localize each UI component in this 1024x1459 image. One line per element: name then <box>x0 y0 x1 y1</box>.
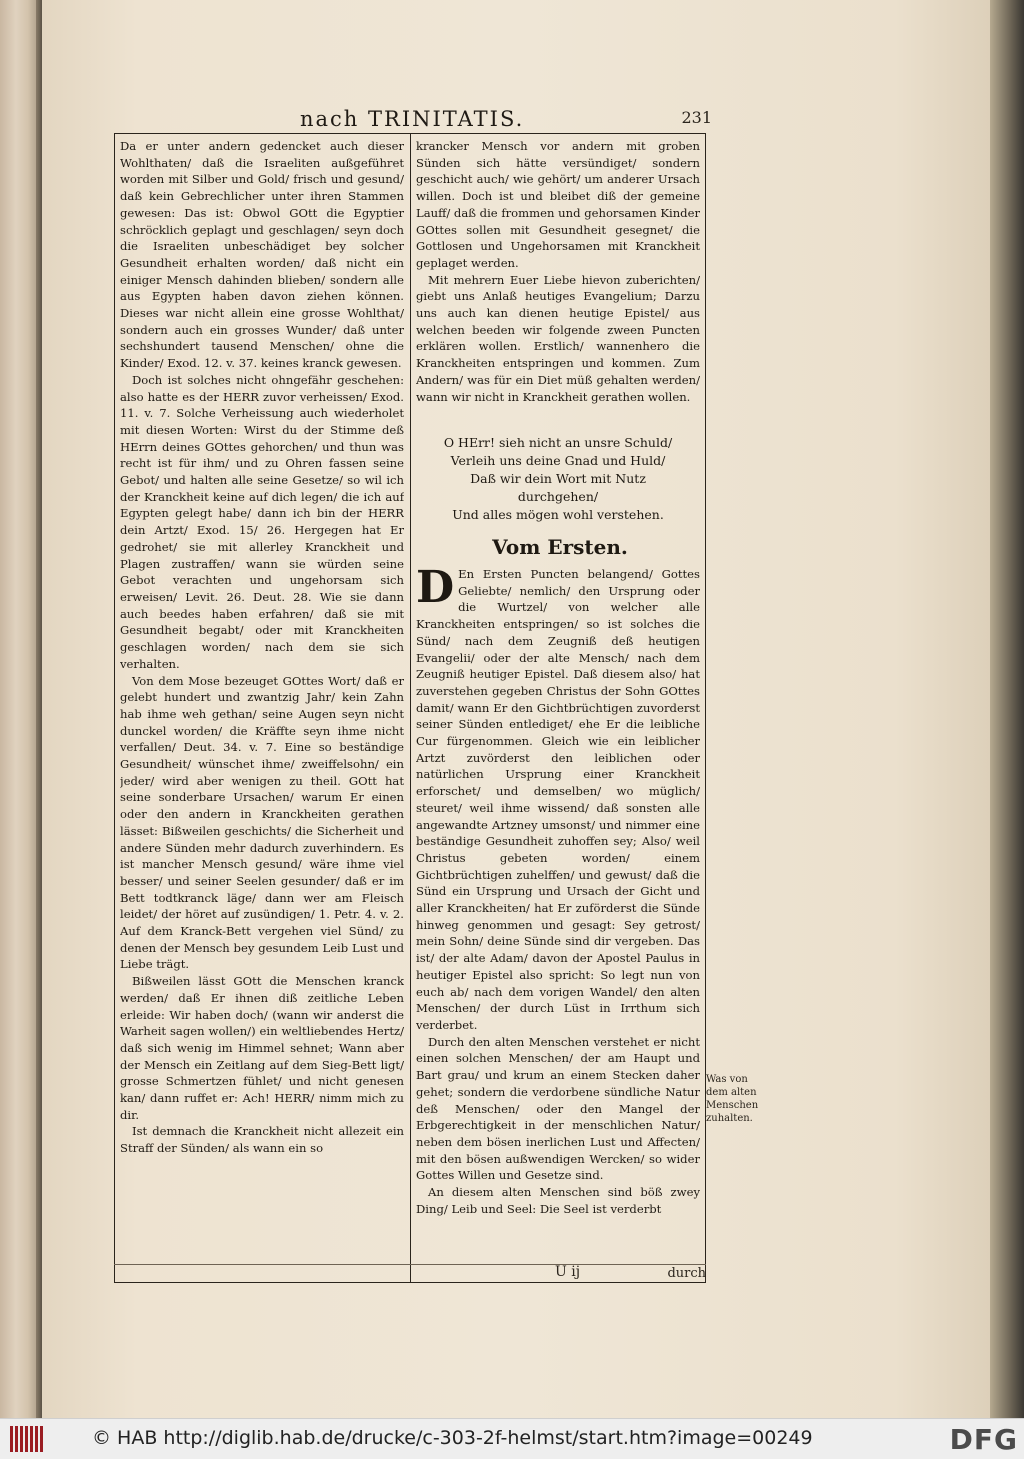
verse-line: Daß wir dein Wort mit Nutz <box>470 471 646 486</box>
section-heading: Vom Ersten. <box>492 535 628 559</box>
paragraph: Doch ist solches nicht ohngefähr geschehen: also hatte es der HERR zuvor verheissen/ Exod. 11. v. 7. Solche Verheissung auch wiederholet mit diesen Worten: Wirst du der Stimme deß HErrn deines GOttes gehorchen/ und thun was recht ist für ihm/ und zu Ohren fassen seine Gebot/ und halten alle seine Gesetze/ so wil ich der Kranckheit keine auf dich legen/ die ich auf Egypten gelegt habe/ dann ich bin der HERR dein Artzt/ Exod. 15/ 26. Hergegen hat Er gedrohet/ sie mit allerley Kranckheit und Plagen zustraffen/ wann sie würden seine Gebot verachten und ungehorsam sich erweisen/ Levit. 26. Deut. 28. Wie sie dann auch beedes haben erfahren/ daß sie mit Gesundheit begabt/ oder mit Kranckheiten geschlagen worden/ nach dem sie sich verhalten. <box>120 372 404 671</box>
paragraph: Mit mehrern Euer Liebe hievon zuberichten/ giebt uns Anlaß heutiges Evangelium; Darzu uns auch kan dienen heutige Epistel/ aus welchen beeden wir folgende zween Puncten erklären wollen. Erstlich/ wannenhero die Kranckheiten entspringen und kommen. Zum Andern/ was für ein Diet müß gehalten werden/ wann wir nicht in Kranckheit gerathen wollen. <box>416 272 700 404</box>
viewer-footer <box>0 1418 1024 1459</box>
paragraph <box>416 566 700 1034</box>
catchword: durch <box>667 1266 706 1281</box>
source-link[interactable]: © HAB http://diglib.hab.de/drucke/c-303-2f-helmst/start.htm?image=00249 <box>92 1427 813 1449</box>
margin-note: Was von dem alten Menschen zuhalten. <box>706 1074 759 1124</box>
verse-line: durchgehen/ <box>517 489 599 504</box>
dfg-logo: DFG <box>949 1423 1018 1456</box>
paragraph: Da er unter andern gedencket auch dieser Wohlthaten/ daß die Israeliten außgeführet worden mit Silber und Gold/ frisch und gesund/ daß kein Gebrechlicher unter ihren Stammen gewesen: Das ist: Obwol GOtt die Egyptier schröcklich geplagt und geschlagen/ seyn doch die Israeliten unbeschädiget bey solcher Gesundheit erhalten worden/ daß nicht ein einiger Mensch dahinden blieben/ sondern alle aus Egypten haben davon ziehen können. Dieses war nicht allein eine grosse Wohlthat/ sondern auch ein grosses Wunder/ daß unter sechshundert tausend Menschen/ ohne die Kinder/ Exod. 12. v. 37. keines kranck gewesen. <box>120 139 404 371</box>
column-divider <box>410 133 411 1283</box>
page-number: 231 <box>681 108 712 127</box>
right-column-bottom <box>416 566 700 1266</box>
drop-cap: D <box>416 566 455 613</box>
paragraph: Ist demnach die Kranckheit nicht allezeit ein Straff der Sünden/ als wann ein so <box>120 1124 404 1156</box>
paragraph: Von dem Mose bezeuget GOttes Wort/ daß er gelebt hundert und zwantzig Jahr/ kein Zahn hab ihme weh gethan/ seine Augen seyn nicht dunckel worden/ die Kräffte seyn ihme nicht verfallen/ Deut. 34. v. 7. Eine so beständige Gesundheit/ wünschet ihme/ zweiffelsohn/ ein jeder/ wird aber wenigen zu theil. GOtt hat seine sonderbare Ursachen/ warum Er einen oder den andern in Kranckheiten gerathen lässet: Bißweilen geschichts/ die Sicherheit und andere Sünden mehr dadurch zuverhindern. Es ist mancher Mensch gesund/ wäre ihme viel besser/ und seiner Seelen gesunder/ daß er im Bett todtkranck läge/ dann wer am Fleisch leidet/ der höret auf zusündigen/ 1. Petr. 4. v. 2. Auf dem Kranck-Bett vergehen viel Sünd/ zu denen der Mensch bey gesundem Leib Lust und Liebe trägt. <box>120 673 404 972</box>
paragraph: Bißweilen lässt GOtt die Menschen kranck werden/ daß Er ihnen diß zeitliche Leben erleide: Wir haben doch/ (wann wir anderst die Warheit sagen wollen/) ein weltliebendes Hertz/ daß sich wenig im Himmel sehnet; Wann aber der Mensch ein Zeitlang auf dem Sieg-Bett ligt/ grosse Schmertzen fühlet/ und nicht genesen kan/ dann ruffet er: Ach! HERR/ nimm mich zu dir. <box>120 974 404 1122</box>
signature-mark: U ij <box>555 1264 581 1280</box>
verse-line: O HErr! sieh nicht an unsre Schuld/ <box>443 435 673 450</box>
page-outer-edge <box>990 0 1024 1418</box>
left-column <box>120 138 404 1263</box>
paragraph: An diesem alten Menschen sind böß zwey Ding/ Leib und Seel: Die Seel ist verderbt <box>416 1185 700 1216</box>
running-title: nach TRINITATIS. <box>300 107 525 131</box>
barcode-icon <box>10 1426 44 1452</box>
verse-line: Und alles mögen wohl verstehen. <box>452 507 664 522</box>
prayer-verse <box>416 434 700 526</box>
paragraph: Durch den alten Menschen verstehet er nicht einen solchen Menschen/ der am Haupt und Bart grau/ und krum an einem Stecken daher gehet; sondern die verdorbene sündliche Natur deß Menschen/ oder den Mangel der Erbgerechtigkeit in der menschlichen Natur/ neben dem bösen inerlichen Lust und Affecten/ mit den bösen außwendigen Wercken/ so wider Gottes Willen und Gesetze sind. <box>416 1034 700 1183</box>
paragraph-text: En Ersten Puncten belangend/ Gottes Geliebte/ nemlich/ den Ursprung oder die Wurtzel/ von welcher alle Kranckheiten entspringen/ so ist solches die Sünd/ nach dem Zeugniß deß heutigen Evangelii/ oder der alte Mensch/ nach dem Zeugniß heutiger Epistel. Daß diesem also/ hat zuverstehen gegeben Christus der Sohn GOttes damit/ wann Er den Gichtbrüchtigen zuvorderst seiner Sünden entlediget/ ehe Er die leibliche Cur fürgenommen. Gleich wie ein leiblicher Artzt zuvörderst den leiblichen oder natürlichen Ursprung einer Kranckheit erforschet/ und demselben/ wo müglich/ steuret/ weil ihme wissend/ daß sonsten alle angewandte Artzney umsonst/ und nimmer eine beständige Gesundheit zuhoffen sey; Also/ weil Christus gebeten worden/ einem Gichtbrüchtigen zuhelffen/ und gewust/ daß die Sünd ein Ursprung und Ursach der Gicht und aller Kranckheiten/ hat Er zuförderst die Sünde hinweg genommen und gesagt: Sey getrost/ mein Sohn/ deine Sünde sind dir vergeben. Das ist/ der alte Adam/ davon der Apostel Paulus in heutiger Epistel also spricht: So legt nun von euch ab/ nach dem vorigen Wandel/ den alten Menschen/ der durch Lüst in Irrthum sich verderbet. <box>416 567 700 1032</box>
paragraph: krancker Mensch vor andern mit groben Sünden sich hätte versündiget/ sondern geschicht auch/ wie gehört/ um anderer Ursach willen. Doch ist und bleibet diß der gemeine Lauff/ daß die frommen und gehorsamen Kinder GOttes sollen mit Gesundheit gesegnet/ die Gottlosen und Ungehorsamen mit Kranckheit geplaget werden. <box>416 139 700 270</box>
facing-page-edge <box>0 0 40 1418</box>
verse-line: Verleih uns deine Gnad und Huld/ <box>450 453 666 468</box>
